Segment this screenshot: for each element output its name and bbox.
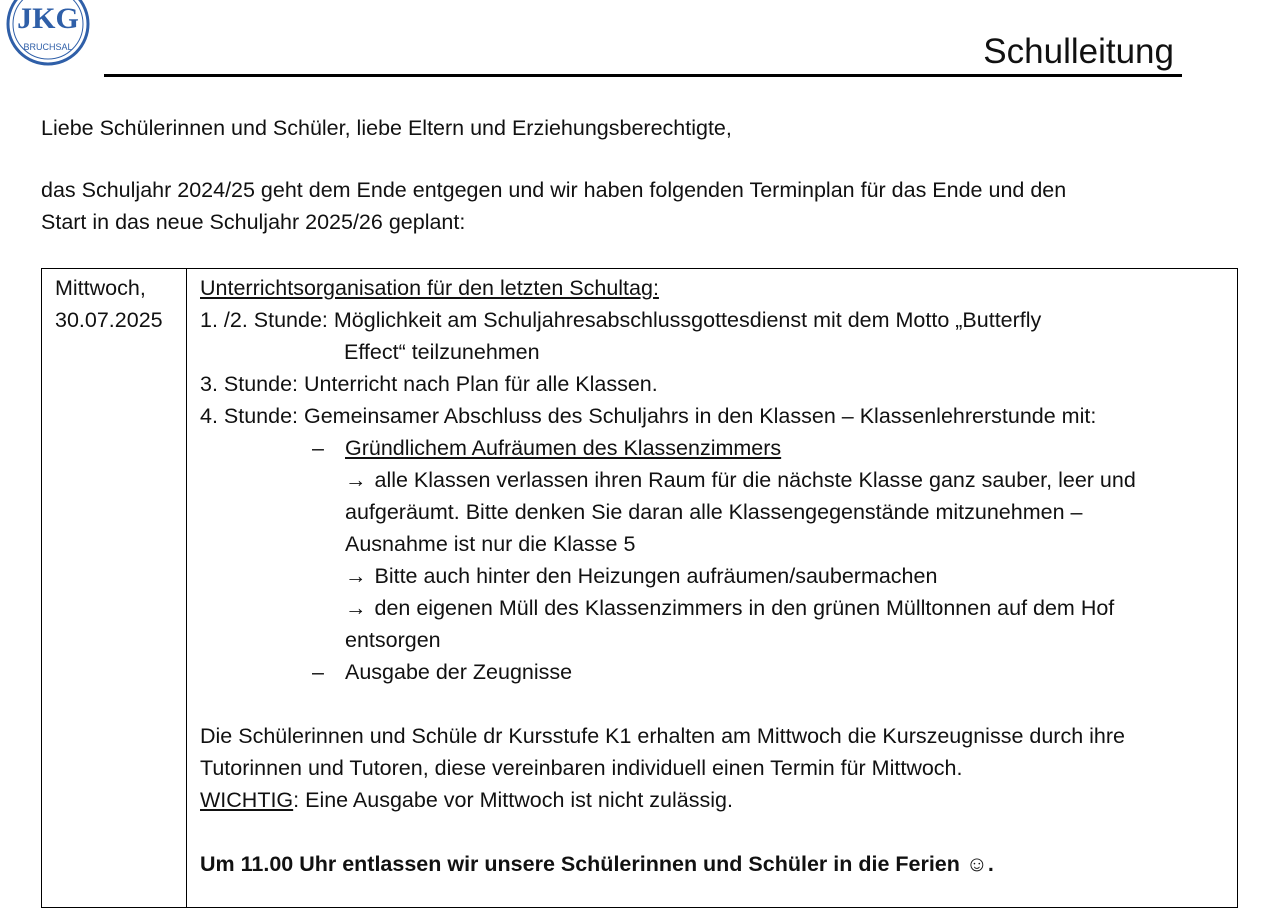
schedule-table	[41, 268, 1238, 908]
cleanup-sub-3-line-1: den eigenen Müll des Klassenzimmers in den grünen Mülltonnen auf dem Hof	[374, 596, 1115, 620]
cleanup-sub-3	[200, 592, 1230, 624]
k1-line-2: Tutorinnen und Tutoren, diese vereinbaren individuell einen Termin für Mittwoch.	[200, 756, 963, 780]
important-label: WICHTIG	[200, 788, 294, 812]
spacer	[200, 688, 1230, 720]
schedule-heading: Unterrichtsorganisation für den letzten Schultag:	[200, 276, 659, 300]
important-note	[200, 784, 1230, 816]
cleanup-sub-3-line-2: entsorgen	[345, 628, 441, 652]
hour-1-2-line-2: Effect“ teilzunehmen	[344, 340, 540, 364]
details-cell	[200, 272, 1230, 880]
arrow-right-icon: →	[345, 564, 367, 588]
logo-subtext: BRUCHSAL	[23, 42, 73, 52]
cleanup-sub-1-line-1: alle Klassen verlassen ihren Raum für die nächste Klasse ganz sauber, leer und	[374, 468, 1136, 492]
intro-line-1: das Schuljahr 2024/25 geht dem Ende entgegen und wir haben folgenden Terminplan für das Ende und den	[41, 178, 1067, 202]
k1-line-1: Die Schülerinnen und Schüle dr Kursstufe K1 erhalten am Mittwoch die Kurszeugnisse durch ihre	[200, 724, 1125, 748]
bullet-cleanup-title: Gründlichem Aufräumen des Klassenzimmers	[345, 436, 782, 460]
cleanup-sub-1-line-2: aufgeräumt. Bitte denken Sie daran alle Klassengegenstände mitzunehmen –	[345, 500, 1083, 524]
hour-1-2-line-1: 1. /2. Stunde: Möglichkeit am Schuljahresabschlussgottesdienst mit dem Motto „Butterfly	[200, 308, 1042, 332]
arrow-right-icon: →	[345, 468, 367, 492]
intro	[41, 174, 1201, 238]
page-title: Schulleitung	[983, 32, 1174, 71]
bullet-reports	[200, 656, 1230, 688]
cleanup-sub-2	[200, 560, 1230, 592]
header-rule	[104, 30, 1182, 77]
school-logo	[4, 0, 92, 66]
logo-text: JKG	[17, 2, 79, 35]
day-label: Mittwoch,	[55, 276, 146, 300]
arrow-right-icon: →	[345, 596, 367, 620]
cleanup-sub-1-line-3: Ausnahme ist nur die Klasse 5	[345, 532, 636, 556]
cleanup-sub-2-text: Bitte auch hinter den Heizungen aufräumen/saubermachen	[374, 564, 938, 588]
hour-3: 3. Stunde: Unterricht nach Plan für alle Klassen.	[200, 372, 658, 396]
cleanup-sub-1	[200, 464, 1230, 496]
date-cell	[42, 269, 187, 907]
dash-marker: –	[312, 660, 324, 684]
bullet-cleanup	[200, 432, 1230, 464]
important-text: : Eine Ausgabe vor Mittwoch ist nicht zulässig.	[293, 788, 733, 812]
greeting: Liebe Schülerinnen und Schüler, liebe Eltern und Erziehungsberechtigte,	[41, 116, 732, 140]
bullet-reports-text: Ausgabe der Zeugnisse	[345, 660, 573, 684]
intro-line-2: Start in das neue Schuljahr 2025/26 geplant:	[41, 210, 466, 234]
spacer	[200, 816, 1230, 848]
final-note: Um 11.00 Uhr entlassen wir unsere Schülerinnen und Schüler in die Ferien ☺.	[200, 852, 994, 876]
hour-4: 4. Stunde: Gemeinsamer Abschluss des Schuljahrs in den Klassen – Klassenlehrerstunde mit:	[200, 404, 1097, 428]
dash-marker: –	[312, 436, 324, 460]
date-label: 30.07.2025	[55, 308, 163, 332]
